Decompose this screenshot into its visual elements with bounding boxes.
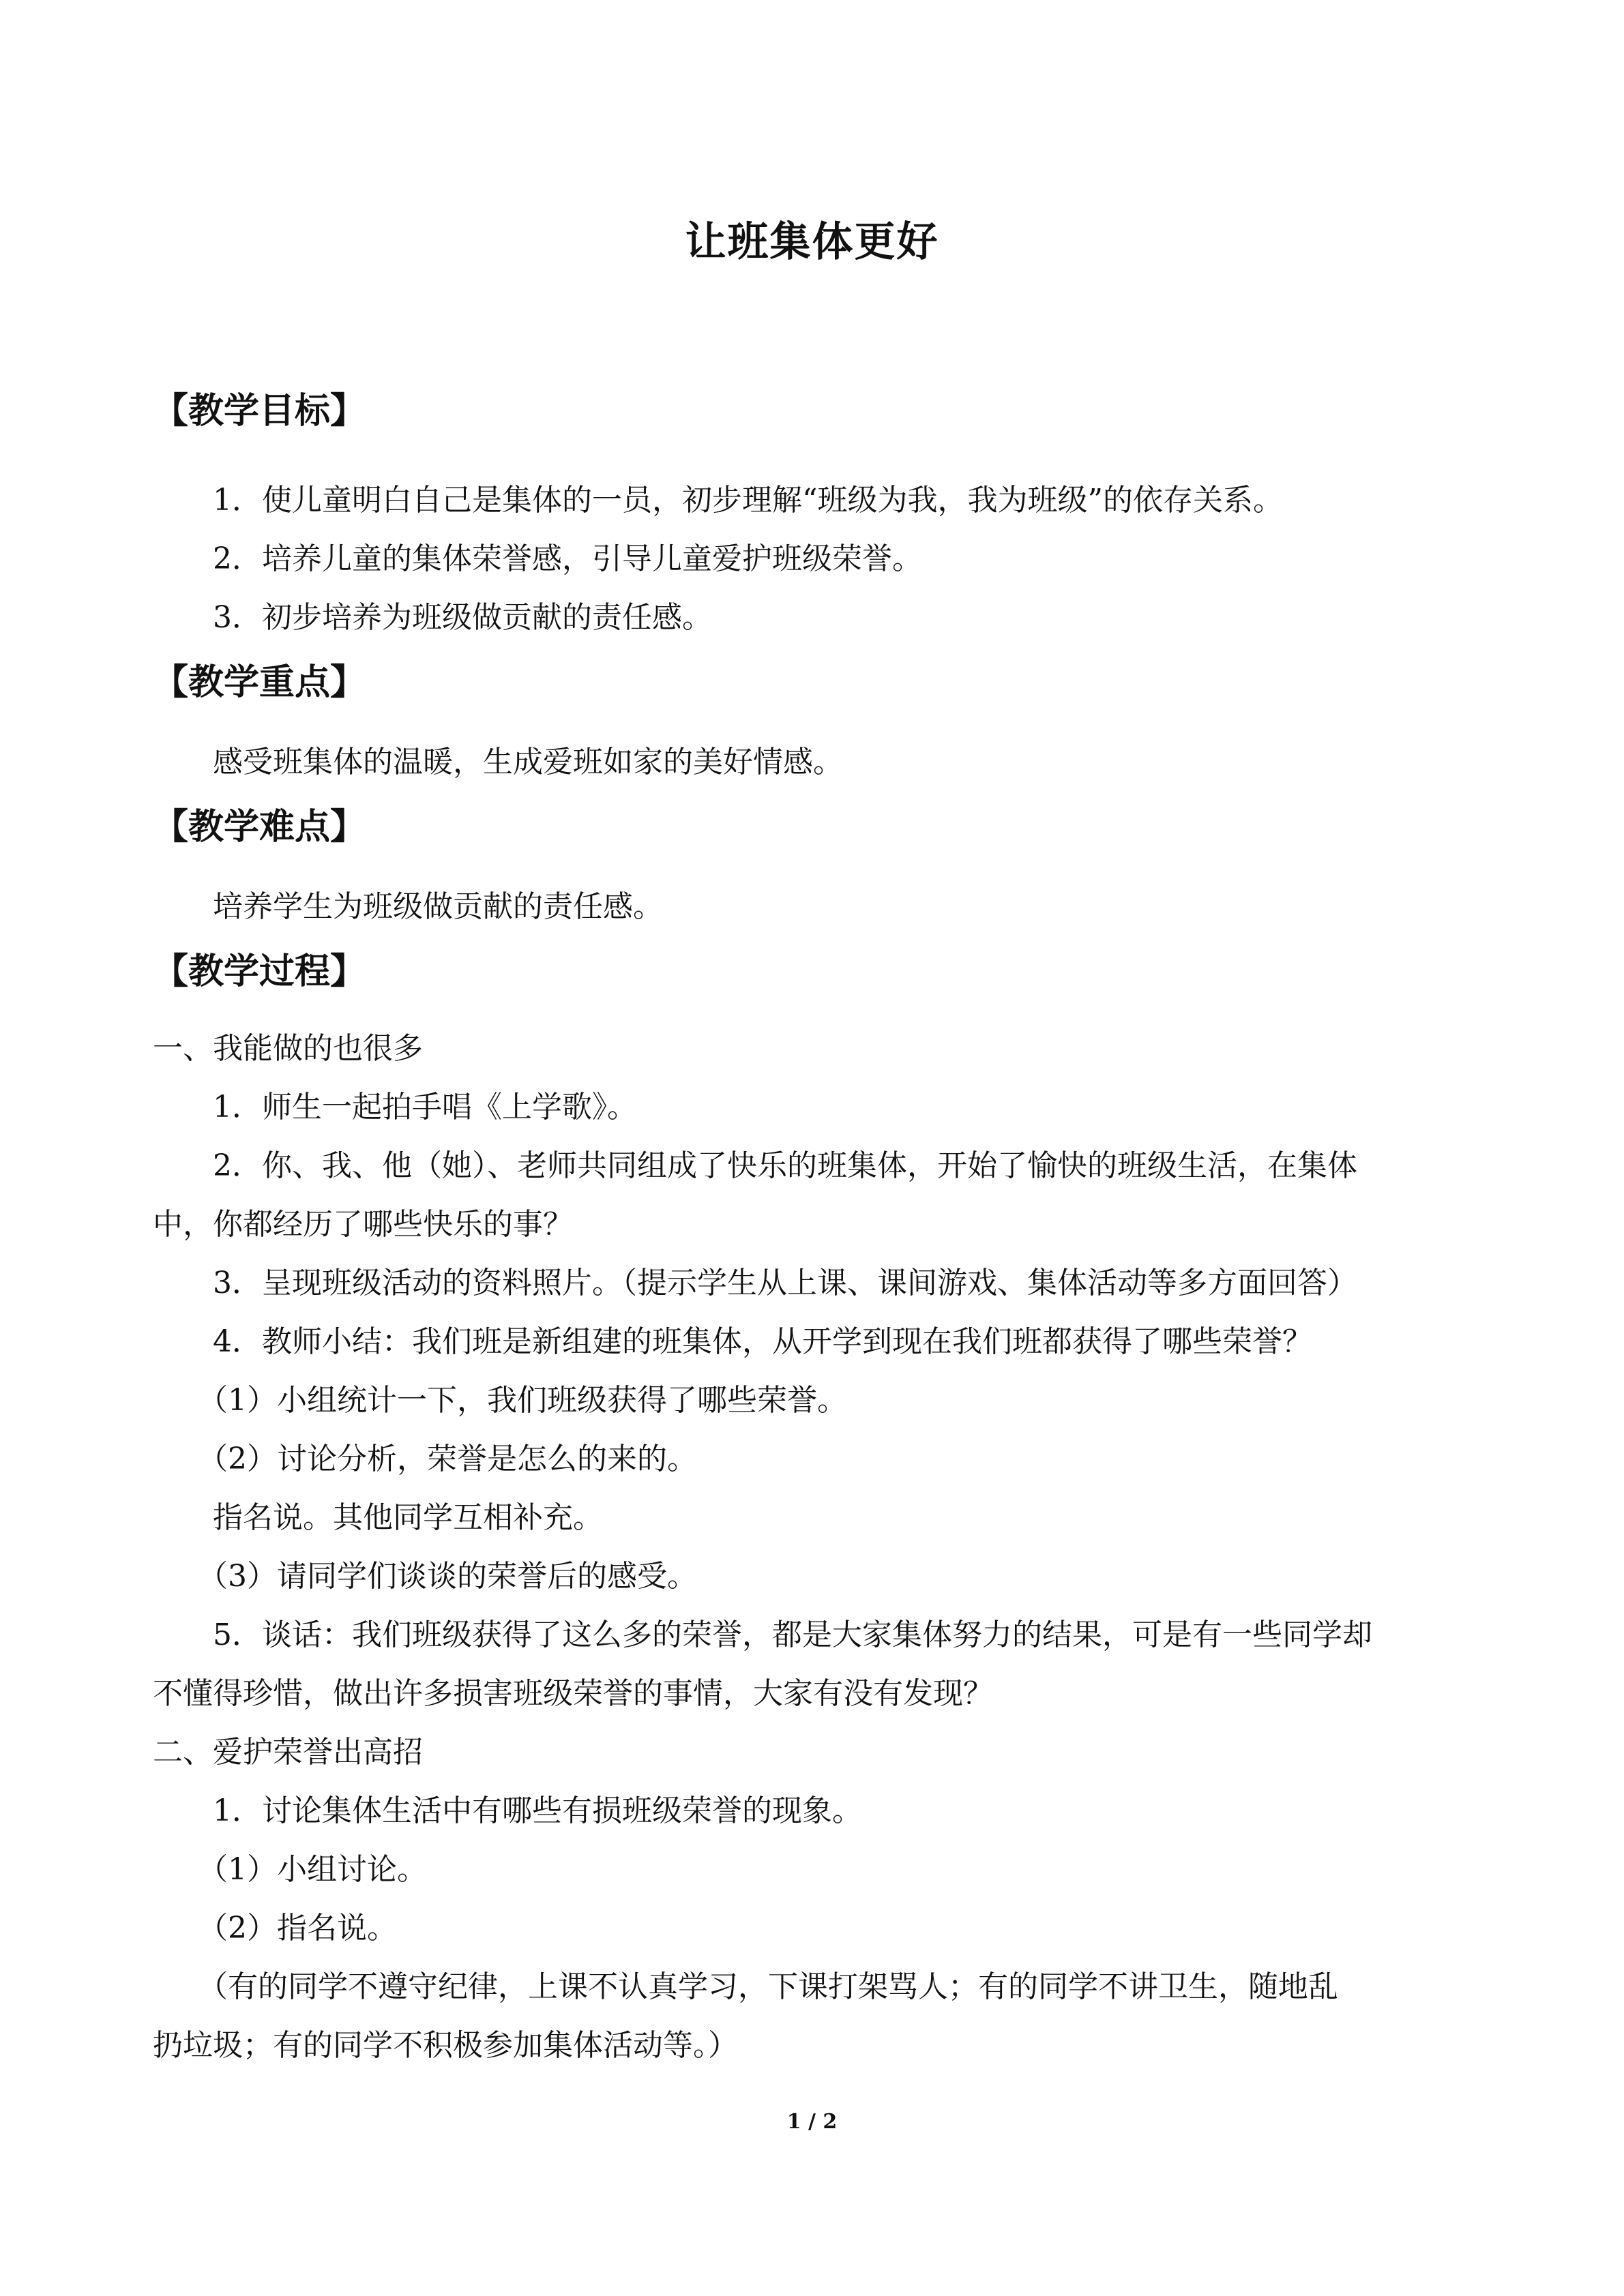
- objective-item-3: 3．初步培养为班级做贡献的责任感。: [213, 600, 712, 635]
- process-part1-line4: 4．教师小结：我们班是新组建的班集体，从开学到现在我们班都获得了哪些荣誉？: [213, 1324, 1312, 1359]
- heading-objectives: 【教学目标】: [153, 391, 366, 432]
- process-part1-line1: 1．师生一起拍手唱《上学歌》。: [213, 1090, 637, 1124]
- document-body: [153, 387, 1490, 2066]
- process-part1-line4-2b: 指名说。其他同学互相补充。: [213, 1500, 603, 1535]
- process-part2-line1: 1．讨论集体生活中有哪些有损班级荣誉的现象。: [213, 1793, 862, 1828]
- process-part1-line3: 3．呈现班级活动的资料照片。（提示学生从上课、课间游戏、集体活动等多方面回答）: [213, 1266, 1357, 1300]
- process-part2-title: 二、爱护荣誉出高招: [153, 1735, 423, 1770]
- process-part2-line1-2: （2）指名说。: [198, 1911, 397, 1945]
- process-part1-line5a: 5．谈话：我们班级获得了这么多的荣誉，都是大家集体努力的结果，可是有一些同学却: [213, 1617, 1372, 1652]
- heading-difficulties: 【教学难点】: [153, 807, 366, 848]
- process-part1-title: 一、我能做的也很多: [153, 1031, 423, 1066]
- objective-item-2: 2．培养儿童的集体荣誉感，引导儿童爱护班级荣誉。: [213, 541, 922, 576]
- key-points-text: 感受班集体的温暖，生成爱班如家的美好情感。: [213, 745, 843, 779]
- heading-process: 【教学过程】: [153, 951, 366, 992]
- page-number: 1 / 2: [786, 2110, 838, 2134]
- process-part1-line4-1: （1）小组统计一下，我们班级获得了哪些荣誉。: [198, 1383, 847, 1418]
- objective-item-1: 1．使儿童明白自己是集体的一员，初步理解“班级为我，我为班级”的依存关系。: [213, 483, 1283, 518]
- heading-key-points: 【教学重点】: [153, 662, 366, 703]
- process-part2-line1-3a: （有的同学不遵守纪律，上课不认真学习，下课打架骂人；有的同学不讲卫生，随地乱: [198, 1969, 1338, 2004]
- process-part1-line5b: 不懂得珍惜，做出许多损害班级荣誉的事情，大家有没有发现？: [153, 1676, 993, 1711]
- process-part2-line1-1: （1）小组讨论。: [198, 1852, 427, 1887]
- process-part1-line2b: 中，你都经历了哪些快乐的事？: [153, 1207, 573, 1242]
- process-part1-line4-3: （3）请同学们谈谈的荣誉后的感受。: [198, 1559, 697, 1594]
- difficulties-text: 培养学生为班级做贡献的责任感。: [213, 889, 663, 924]
- process-part2-line1-3b: 扔垃圾；有的同学不积极参加集体活动等。）: [153, 2028, 738, 2063]
- document-title: 让班集体更好: [685, 218, 939, 266]
- process-part1-line2a: 2．你、我、他（她）、老师共同组成了快乐的班集体，开始了愉快的班级生活，在集体: [213, 1148, 1357, 1183]
- process-part1-line4-2: （2）讨论分析，荣誉是怎么的来的。: [198, 1442, 697, 1476]
